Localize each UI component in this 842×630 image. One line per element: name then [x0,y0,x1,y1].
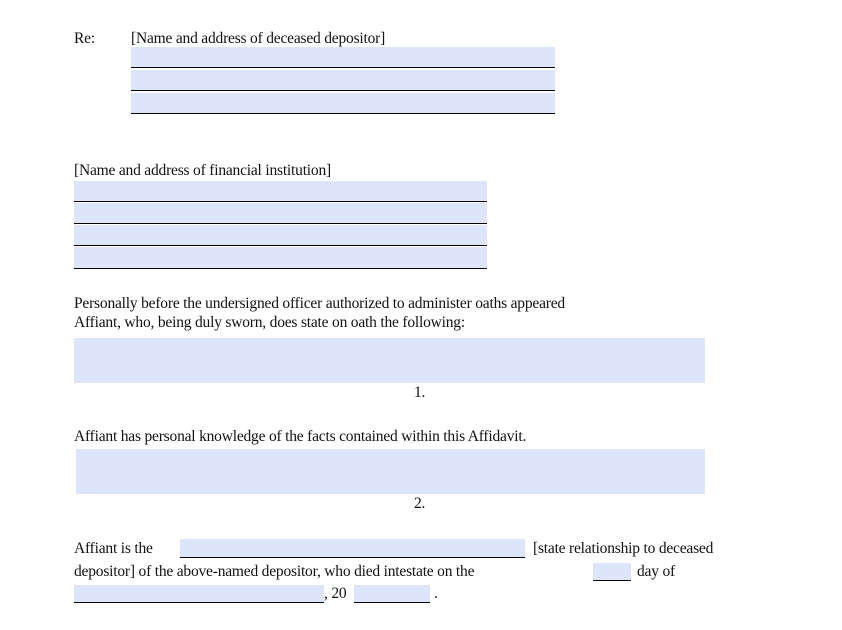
relationship-rule [180,557,525,558]
financial-institution-rule-1 [74,201,487,202]
deceased-depositor-rule-3 [131,113,555,114]
relationship-line-2-end: day of [637,563,675,580]
financial-institution-field-2[interactable] [74,203,487,223]
financial-institution-rule-4 [74,268,487,269]
intro-line-1: Personally before the undersigned officer authorized to administer oaths appeared [74,295,565,312]
deceased-depositor-field-1[interactable] [131,47,555,67]
death-day-field[interactable] [593,563,631,580]
death-day-rule [593,580,631,581]
re-label: Re: [74,30,95,47]
affiant-statement-field-1[interactable] [74,338,705,383]
deceased-depositor-field-3[interactable] [131,93,555,113]
intro-line-2: Affiant, who, being duly sworn, does state on oath the following: [74,314,465,331]
sentence-period: . [434,585,438,602]
deceased-depositor-placeholder: [Name and address of deceased depositor] [131,30,386,47]
financial-institution-field-4[interactable] [74,247,487,268]
deceased-depositor-rule-2 [131,90,555,91]
death-year-field[interactable] [354,585,430,602]
personal-knowledge-statement: Affiant has personal knowledge of the facts contained within this Affidavit. [74,428,527,445]
financial-institution-rule-3 [74,245,487,246]
death-year-rule [354,602,430,603]
financial-institution-rule-2 [74,223,487,224]
deceased-depositor-field-2[interactable] [131,70,555,90]
financial-institution-placeholder: [Name and address of financial institution] [74,162,331,179]
relationship-line-1-start: Affiant is the [74,540,153,557]
relationship-line-2-start: depositor] of the above-named depositor, who died intestate on the [74,563,475,580]
death-month-rule [74,602,324,603]
relationship-field[interactable] [180,539,525,557]
death-month-field[interactable] [74,585,324,602]
financial-institution-field-3[interactable] [74,225,487,245]
financial-institution-field-1[interactable] [74,181,487,201]
relationship-line-1-end: [state relationship to deceased [533,540,714,557]
year-prefix: , 20 [324,585,347,602]
affiant-statement-field-2[interactable] [76,449,705,494]
deceased-depositor-rule-1 [131,67,555,68]
section-number-1: 1. [414,384,426,401]
section-number-2: 2. [414,495,426,512]
